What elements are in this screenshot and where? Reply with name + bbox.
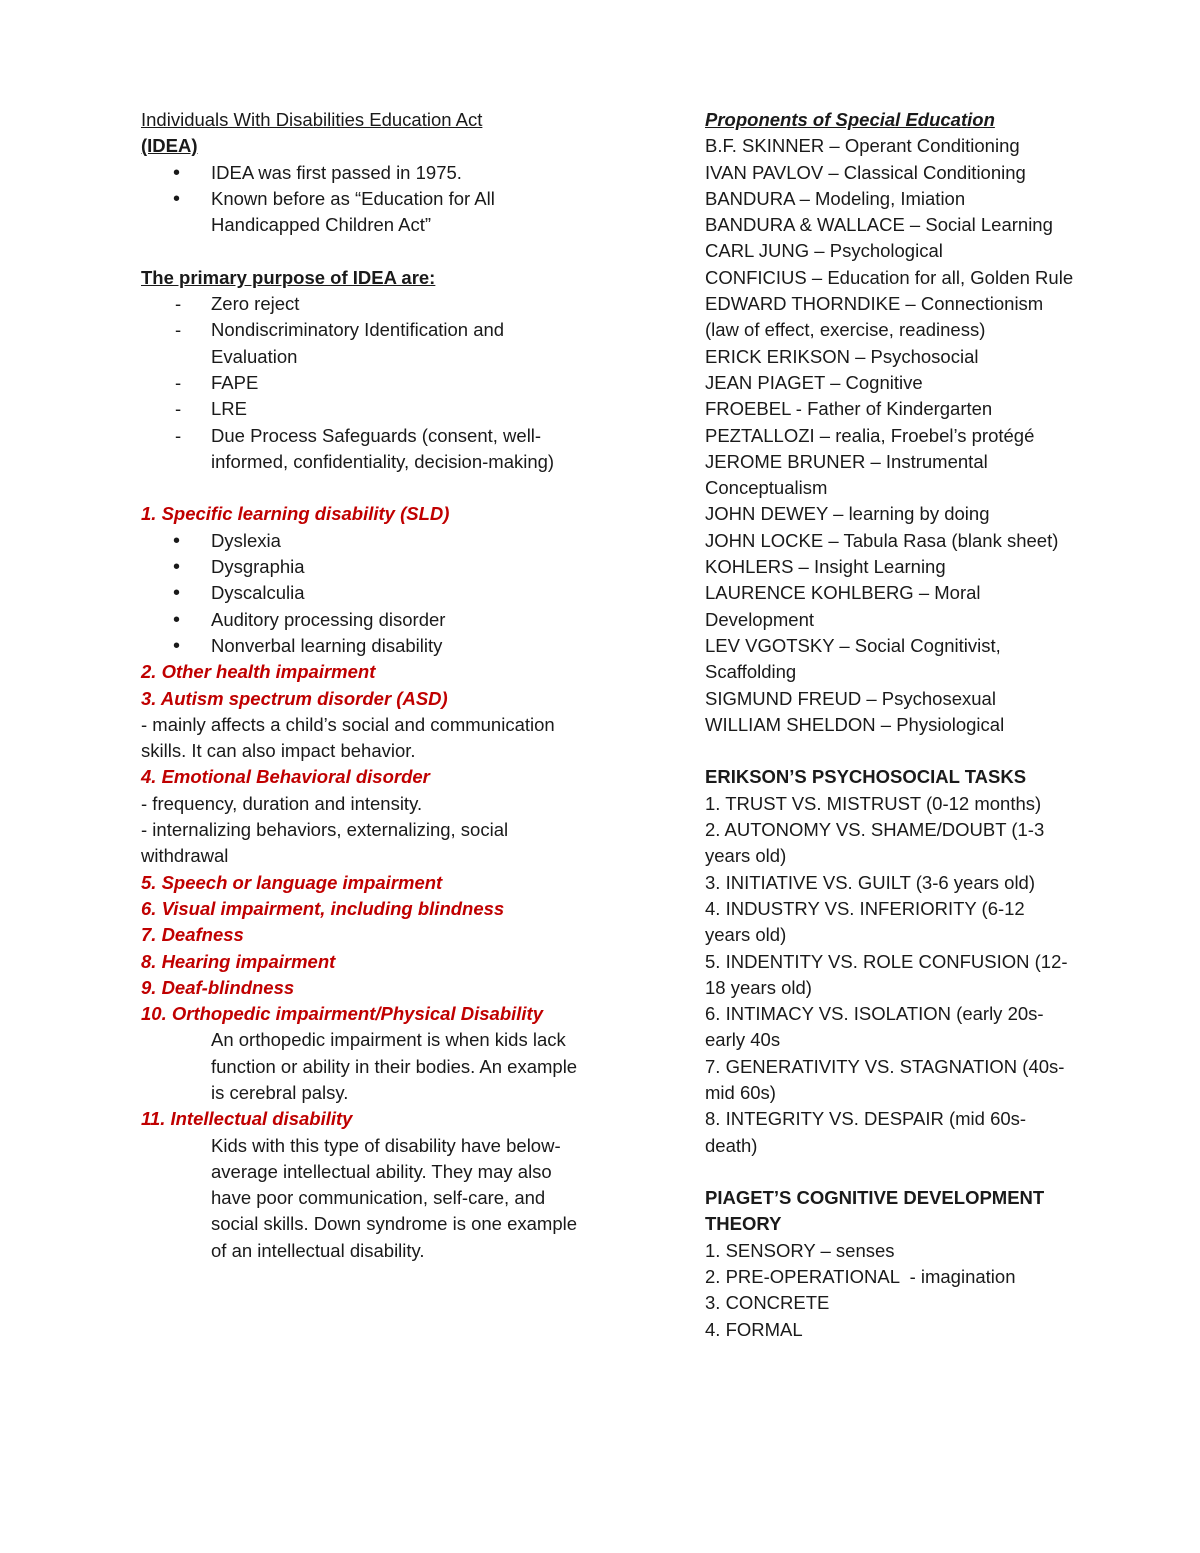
erikson-heading: ERIKSON’S PSYCHOSOCIAL TASKS [705, 766, 1027, 788]
list-item: ERICK ERIKSON – Psychosocial [705, 345, 979, 367]
list-item: PEZTALLOZI – realia, Froebel’s protégé [705, 424, 1035, 446]
list-item: EDWARD THORNDIKE – Connectionism (law of effect, exercise, readiness) [705, 293, 1044, 341]
right-column [705, 107, 1075, 1343]
list-item: CONFICIUS – Education for all, Golden Rule [705, 266, 1074, 288]
list-item: JEAN PIAGET – Cognitive [705, 371, 923, 393]
list-item: • IDEA was first passed in 1975. [141, 160, 581, 186]
list-item: - FAPE [141, 370, 581, 396]
proponents-list [705, 133, 1075, 738]
list-item: - Due Process Safeguards (consent, well-informed, confidentiality, decision-making) [141, 423, 581, 476]
category-heading: 1. Specific learning disability (SLD) [141, 503, 450, 525]
category-heading: 7. Deafness [141, 924, 244, 946]
list-item: 8. INTEGRITY VS. DESPAIR (mid 60s-death) [705, 1108, 1027, 1156]
list-item: JOHN DEWEY – learning by doing [705, 503, 990, 525]
list-item: CARL JUNG – Psychological [705, 240, 943, 262]
list-item: BANDURA & WALLACE – Social Learning [705, 214, 1053, 236]
sld-list [141, 528, 581, 659]
list-item: 1. SENSORY – senses [705, 1239, 895, 1261]
category-description: An orthopedic impairment is when kids lack function or ability in their bodies. An example is cerebral palsy. [211, 1029, 578, 1103]
category-heading: 5. Speech or language impairment [141, 871, 443, 893]
category-description: - frequency, duration and intensity. [141, 792, 423, 814]
list-item: FROEBEL - Father of Kindergarten [705, 398, 993, 420]
list-item: • Auditory processing disorder [141, 607, 581, 633]
proponents-heading: Proponents of Special Education [705, 109, 995, 130]
list-item: • Dyslexia [141, 528, 581, 554]
list-item: 7. GENERATIVITY VS. STAGNATION (40s-mid 60s) [705, 1055, 1065, 1103]
list-item: 4. FORMAL [705, 1318, 803, 1340]
category-heading: 10. Orthopedic impairment/Physical Disability [141, 1003, 543, 1025]
purpose-heading: The primary purpose of IDEA are: [141, 266, 436, 288]
list-item: 3. INITIATIVE VS. GUILT (3-6 years old) [705, 871, 1036, 893]
list-item: IVAN PAVLOV – Classical Conditioning [705, 161, 1026, 183]
list-item: JOHN LOCKE – Tabula Rasa (blank sheet) [705, 529, 1059, 551]
category-heading: 4. Emotional Behavioral disorder [141, 766, 430, 788]
list-item: 5. INDENTITY VS. ROLE CONFUSION (12-18 years old) [705, 950, 1068, 998]
list-item: SIGMUND FREUD – Psychosexual [705, 687, 996, 709]
piaget-heading: PIAGET’S COGNITIVE DEVELOPMENT THEORY [705, 1187, 1045, 1235]
idea-facts-list [141, 160, 581, 239]
list-item: WILLIAM SHELDON – Physiological [705, 713, 1005, 735]
list-item: BANDURA – Modeling, Imiation [705, 187, 966, 209]
category-heading: 8. Hearing impairment [141, 950, 336, 972]
list-item: - Zero reject [141, 291, 581, 317]
category-description: - internalizing behaviors, externalizing, social withdrawal [141, 819, 509, 867]
left-column [141, 107, 581, 1264]
list-item: KOHLERS – Insight Learning [705, 556, 946, 578]
list-item: • Dyscalculia [141, 580, 581, 606]
category-heading: 9. Deaf-blindness [141, 976, 295, 998]
idea-acronym: (IDEA) [141, 135, 198, 157]
list-item: 2. AUTONOMY VS. SHAME/DOUBT (1-3 years old) [705, 819, 1045, 867]
idea-title: Individuals With Disabilities Education Act [141, 109, 483, 130]
list-item: • Known before as “Education for All Handicapped Children Act” [141, 186, 581, 239]
list-item: B.F. SKINNER – Operant Conditioning [705, 135, 1020, 157]
list-item: • Dysgraphia [141, 554, 581, 580]
list-item: LAURENCE KOHLBERG – Moral Development [705, 582, 981, 630]
piaget-list [705, 1238, 1075, 1343]
list-item: - Nondiscriminatory Identification and Evaluation [141, 317, 581, 370]
list-item: 4. INDUSTRY VS. INFERIORITY (6-12 years old) [705, 897, 1025, 946]
category-description: - mainly affects a child’s social and communication skills. It can also impact behavior. [141, 713, 555, 762]
list-item: LEV VGOTSKY – Social Cognitivist, Scaffolding [705, 634, 1001, 683]
category-heading: 6. Visual impairment, including blindness [141, 897, 505, 919]
category-heading: 2. Other health impairment [141, 661, 376, 683]
list-item: - LRE [141, 396, 581, 422]
purpose-list [141, 291, 581, 475]
list-item: 6. INTIMACY VS. ISOLATION (early 20s-early 40s [705, 1003, 1044, 1051]
list-item: JEROME BRUNER – Instrumental Conceptualism [705, 450, 988, 499]
list-item: 1. TRUST VS. MISTRUST (0-12 months) [705, 792, 1042, 814]
list-item: • Nonverbal learning disability [141, 633, 581, 659]
category-heading: 11. Intellectual disability [141, 1108, 353, 1130]
erikson-list [705, 791, 1075, 1159]
category-heading: 3. Autism spectrum disorder (ASD) [141, 687, 448, 709]
list-item: 3. CONCRETE [705, 1292, 830, 1314]
list-item: 2. PRE-OPERATIONAL - imagination [705, 1266, 1016, 1288]
category-description: Kids with this type of disability have below-average intellectual ability. They may also have poor communication, self-care, and social skills. Down syndrome is one example of an intellectual disability. [211, 1134, 578, 1261]
